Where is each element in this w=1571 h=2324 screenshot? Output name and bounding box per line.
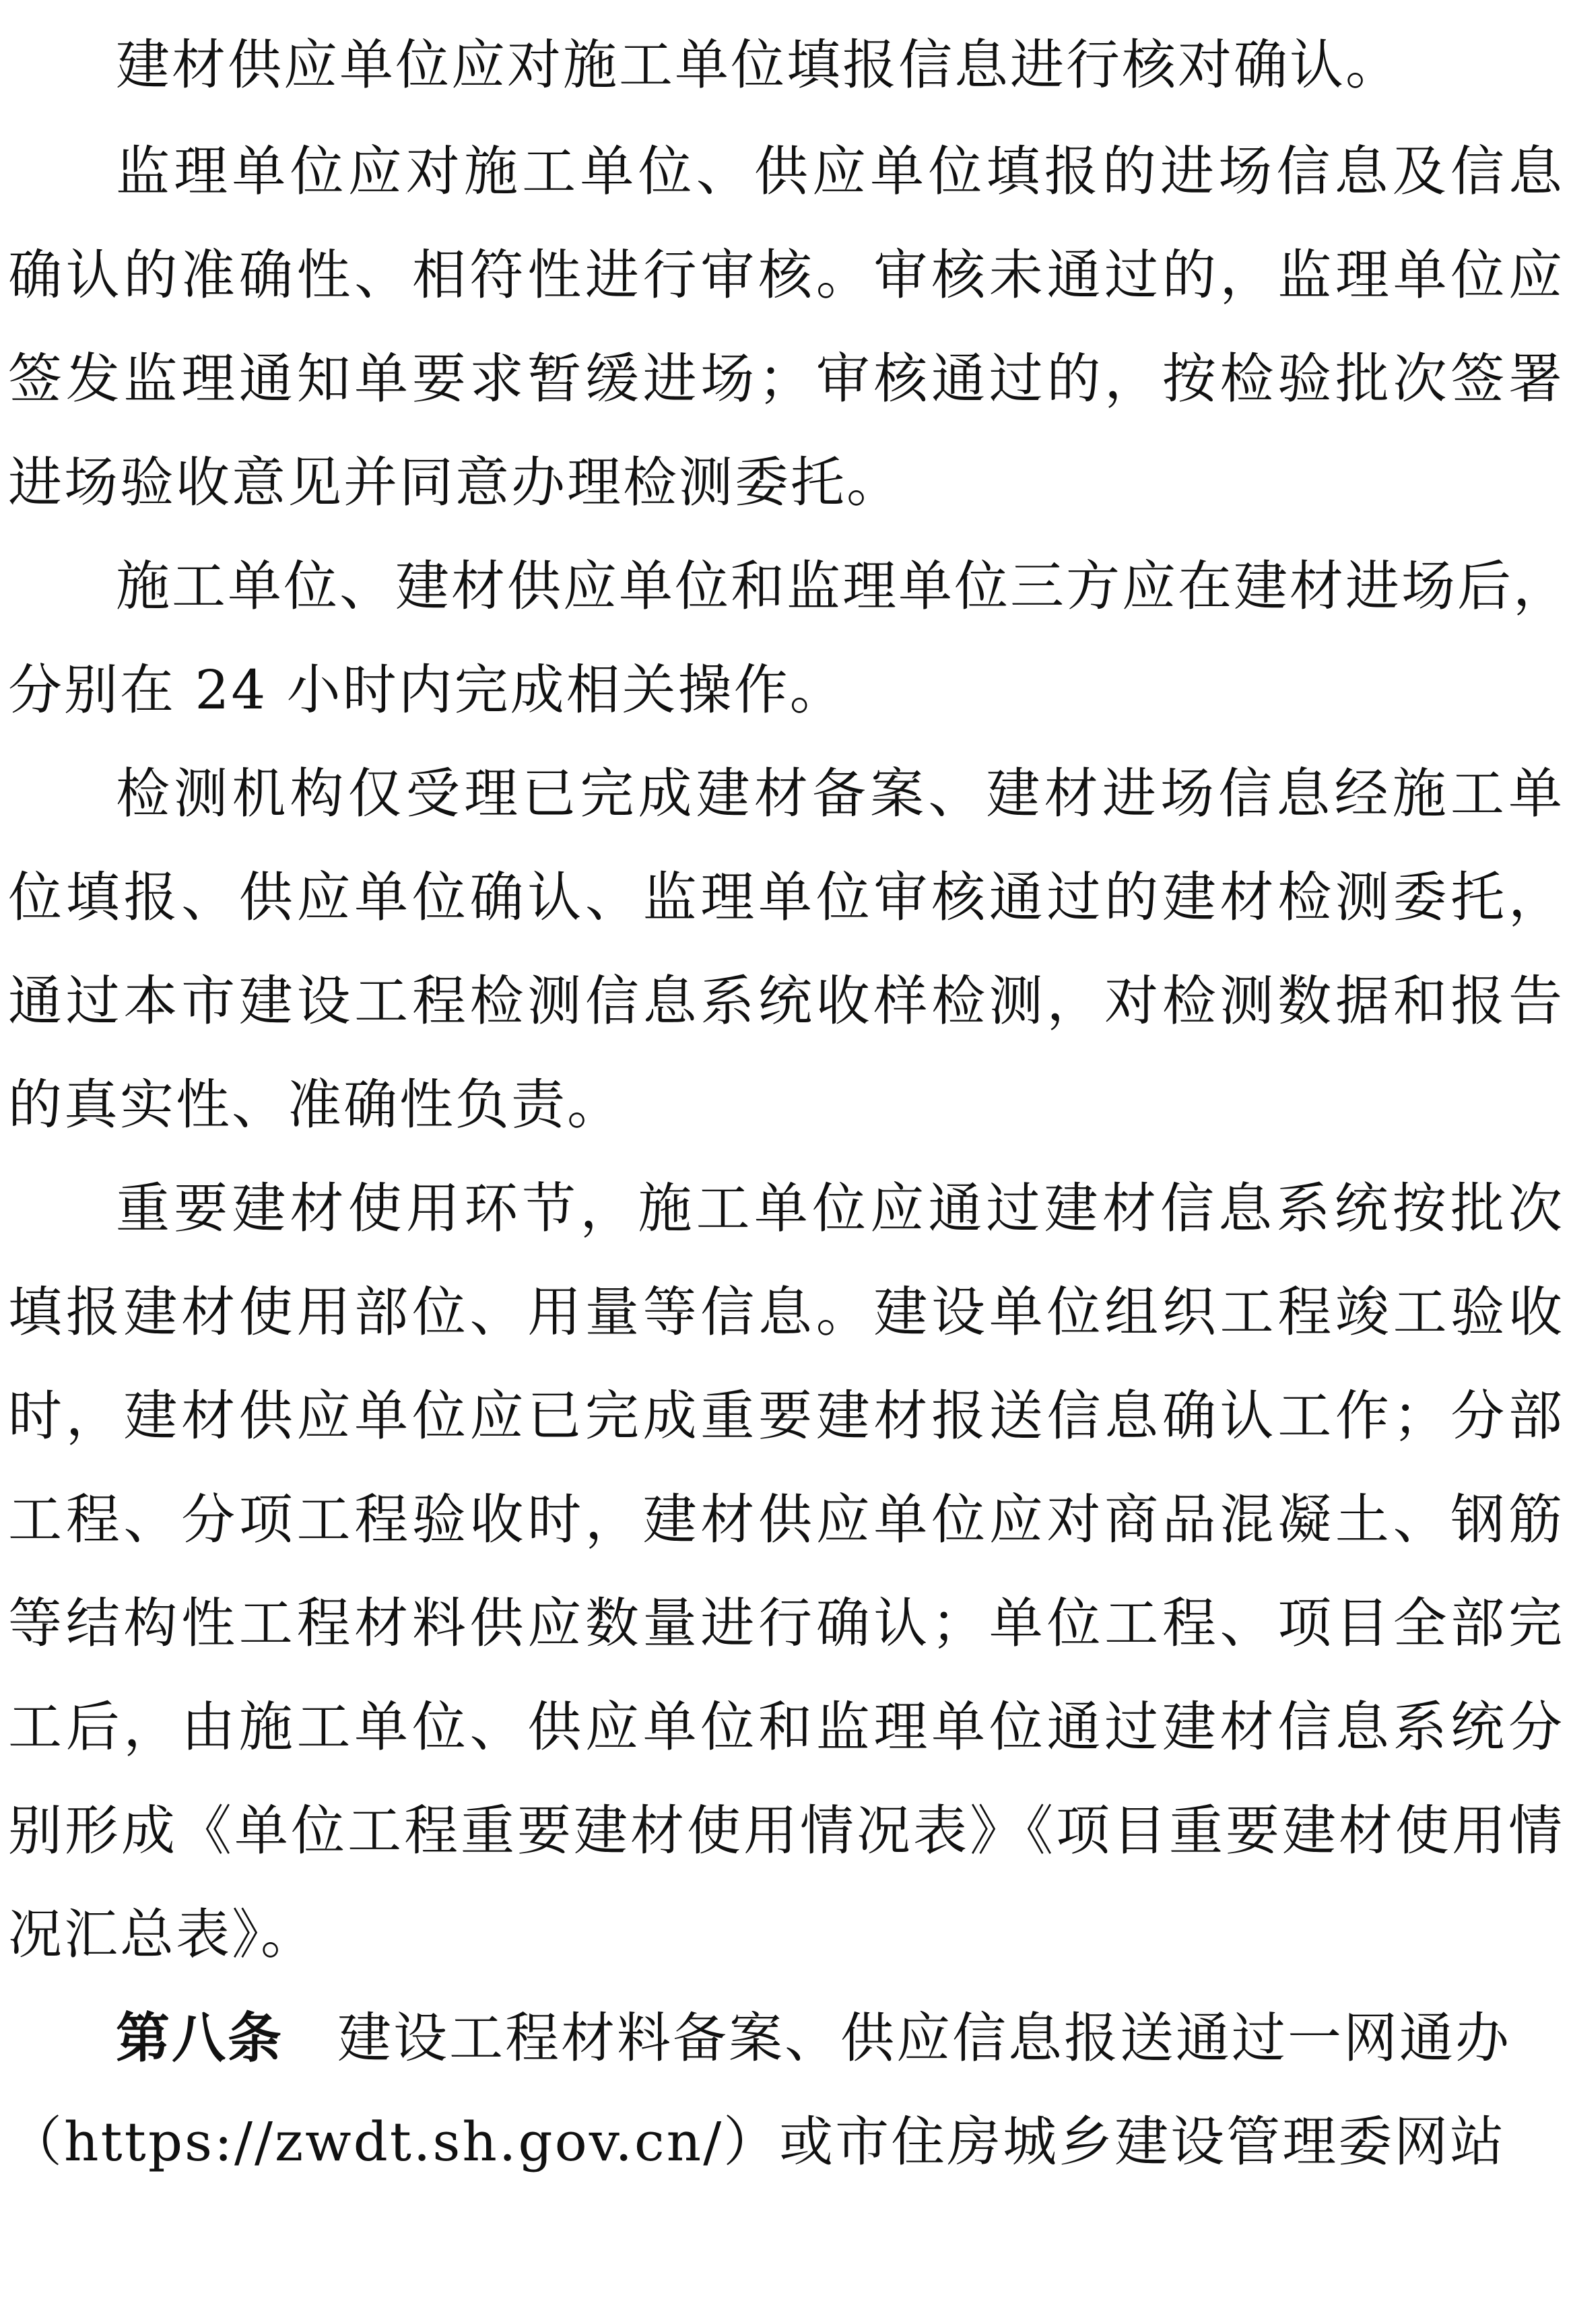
paragraph-line: 分别在 24 小时内完成相关操作。 [8,659,846,721]
article-number: 第八条 [116,2007,283,2069]
paragraph-line: （https://zwdt.sh.gov.cn/）或市住房城乡建设管理委网站 [8,2111,1506,2173]
paragraph-line: 进场验收意见并同意办理检测委托。 [8,451,902,514]
paragraph-line: 位填报、供应单位确认、监理单位审核通过的建材检测委托， [8,866,1564,929]
paragraph-line-text: 建设工程材料备案、供应信息报送通过一网通办 [337,2007,1511,2069]
paragraph-line: 重要建材使用环节，施工单位应通过建材信息系统按批次 [116,1177,1564,1240]
article-line [116,1988,1564,2089]
paragraph-line: 工后，由施工单位、供应单位和监理单位通过建材信息系统分 [8,1696,1564,1758]
paragraph-line: 时，建材供应单位应已完成重要建材报送信息确认工作；分部 [8,1385,1564,1447]
paragraph-line: 建材供应单位应对施工单位填报信息进行核对确认。 [116,34,1401,96]
paragraph-line: 通过本市建设工程检测信息系统收样检测，对检测数据和报告 [8,970,1564,1032]
paragraph-line: 等结构性工程材料供应数量进行确认；单位工程、项目全部完 [8,1592,1564,1655]
paragraph-line: 别形成《单位工程重要建材使用情况表》《项目重要建材使用情 [8,1799,1564,1862]
paragraph-line: 填报建材使用部位、用量等信息。建设单位组织工程竣工验收 [8,1281,1564,1343]
paragraph-line: 确认的准确性、相符性进行审核。审核未通过的，监理单位应 [8,244,1564,306]
paragraph-line: 监理单位应对施工单位、供应单位填报的进场信息及信息 [116,140,1564,203]
paragraph-line: 工程、分项工程验收时，建材供应单位应对商品混凝土、钢筋 [8,1488,1564,1551]
paragraph-line: 的真实性、准确性负责。 [8,1073,623,1136]
paragraph-line: 签发监理通知单要求暂缓进场；审核通过的，按检验批次签署 [8,347,1564,410]
paragraph-line: 施工单位、建材供应单位和监理单位三方应在建材进场后， [116,555,1569,618]
paragraph-line: 检测机构仅受理已完成建材备案、建材进场信息经施工单 [116,762,1564,825]
paragraph-line: 况汇总表》。 [8,1903,316,1966]
